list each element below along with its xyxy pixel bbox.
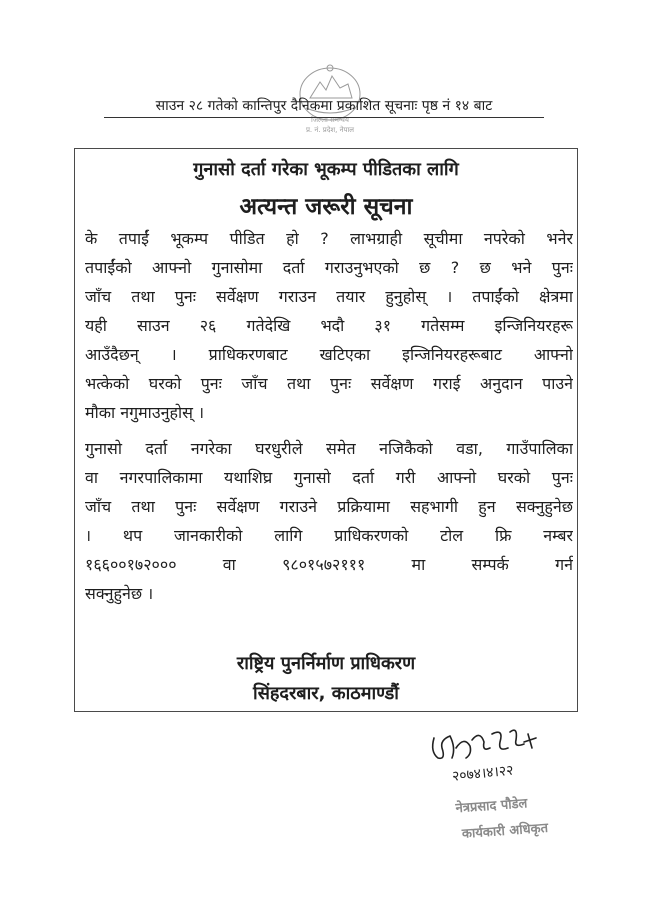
paragraph-line: आउँदैछन् । प्राधिकरणबाट खटिएका इन्जिनियरहरूबाट आफ्नो [85,345,573,364]
source-reference: साउन २८ गतेको कान्तिपुर दैनिकमा प्रकाशित सूचनाः पृष्ठ नं १४ बाट [104,96,544,118]
paragraph-line: सक्नुहुनेछ । [85,584,154,603]
stamp-name: नेत्रप्रसाद पौडेल [455,796,528,817]
seal-line-2: प्र. नं. प्रदेश, नेपाल [305,126,355,134]
notice-subtitle: अत्यन्त जरूरी सूचना [239,194,413,220]
paragraph-line: जाँच तथा पुनः सर्वेक्षण गराउन तयार हुनुहोस् । तपाईंको क्षेत्रमा [85,287,573,306]
paragraph-line: १६६००१७२००० वा ९८०१५७२१११ मा सम्पर्क गर्न [85,555,573,574]
paragraph-line: तपाईंको आफ्नो गुनासोमा दर्ता गराउनुभएको छ ? छ भने पुनः [85,258,573,277]
organization-address: सिंहदरबार, काठमाण्डौं [253,683,399,704]
notice-box [74,148,578,712]
notice-title: गुनासो दर्ता गरेका भूकम्प पीडितका लागि [193,159,459,180]
seal-line-1: जिल्ला समन्वय [311,116,349,124]
officer-stamp [448,782,598,852]
handwritten-signature [420,718,550,788]
paragraph-line: जाँच तथा पुनः सर्वेक्षण गराउने प्रक्रियामा सहभागी हुन सक्नुहुनेछ [85,497,573,516]
paragraph-line: । थप जानकारीको लागि प्राधिकरणको टोल फ्रि नम्बर [85,526,573,545]
paragraph-line: यही साउन २६ गतेदेखि भदौ ३१ गतेसम्म इन्जिनियरहरू [85,316,573,335]
paragraph-line: भत्केको घरको पुनः जाँच तथा पुनः सर्वेक्षण गराई अनुदान पाउने [85,374,573,393]
stamp-title: कार्यकारी अधिकृत [461,820,549,842]
organization-name: राष्ट्रिय पुनर्निर्माण प्राधिकरण [236,653,416,674]
signature-date: २०७४।४।२२ [451,762,515,785]
paragraph-line: के तपाईं भूकम्प पीडित हो ? लाभग्राही सूचीमा नपरेको भनेर [85,229,573,248]
paragraph-line: गुनासो दर्ता नगरेका घरधुरीले समेत नजिकैको वडा, गाउँपालिका [85,439,573,458]
paragraph-line: वा नगरपालिकामा यथाशिघ्र गुनासो दर्ता गरी आफ्नो घरको पुनः [85,468,573,487]
paragraph-line: मौका नगुमाउनुहोस् । [85,403,205,422]
